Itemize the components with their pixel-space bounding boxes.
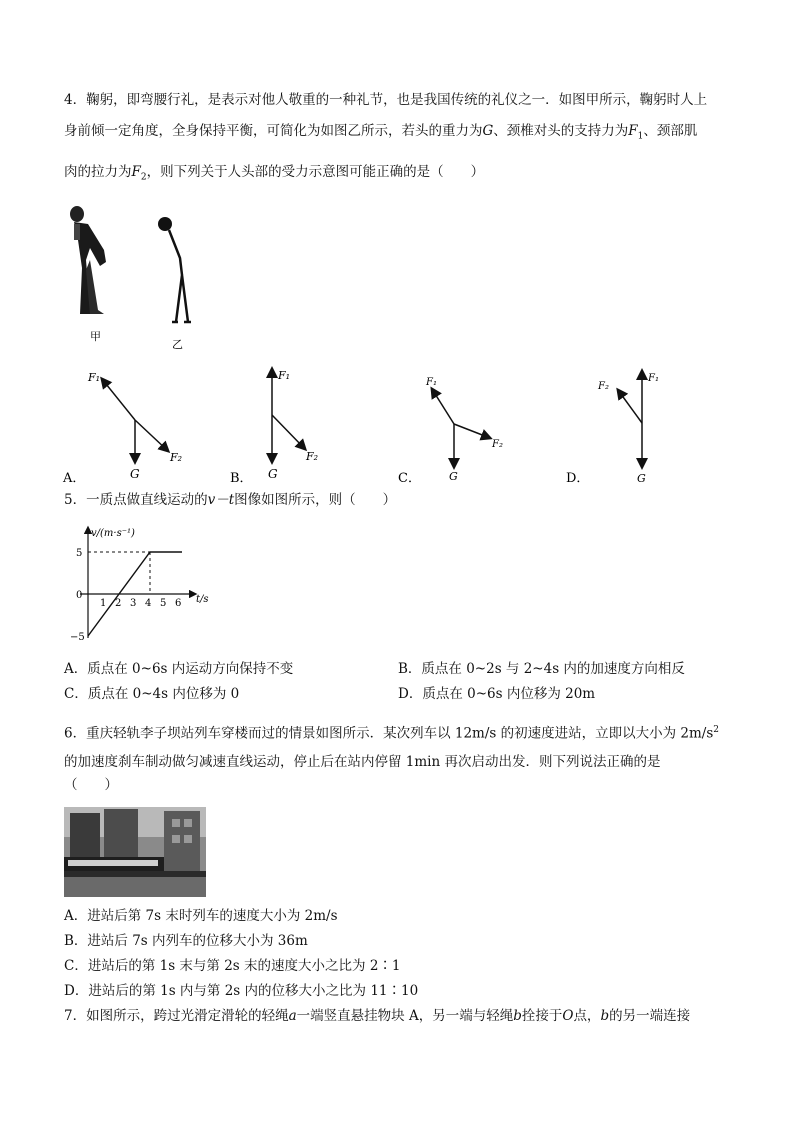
q5-vt-graph	[60, 520, 220, 645]
option-d-label[interactable]: D．	[566, 471, 590, 486]
q5-option-c[interactable]: C．质点在 0~4s 内位移为 0	[64, 686, 240, 702]
b-f2-label: F₂	[306, 450, 319, 463]
c-f2-label: F₂	[492, 439, 503, 450]
b-f1-label: F₁	[278, 369, 291, 382]
q7-stem-line1: 7．如图所示，跨过光滑定滑轮的轻绳a一端竖直悬挂物块 A，另一端与轻绳b拴接于O点，b的另一端连接	[64, 1008, 691, 1024]
option-d-diagram	[597, 371, 659, 485]
q4-force-diagrams	[60, 365, 740, 490]
x-tick-4: 4	[145, 598, 152, 609]
q6-option-b[interactable]: B．进站后 7s 内列车的位移大小为 36m	[64, 933, 308, 949]
x-tick-2: 2	[115, 598, 122, 609]
d-f1-label: F₁	[648, 373, 659, 384]
d-g-label: G	[637, 472, 646, 485]
q6-train-photo	[64, 807, 206, 897]
q6-stem-line2: 的加速度刹车制动做匀减速直线运动，停止后在站内停留 1min 再次启动出发．则下列说法正确的是	[64, 754, 661, 770]
q4-bowing-figure	[60, 200, 210, 360]
a-f1-label: F₁	[88, 371, 101, 384]
q6-stem-line1: 6．重庆轻轨李子坝站列车穿楼而过的情景如图所示．某次列车以 12m/s 的初速度进站，立即以大小为 $2m/s^2$	[64, 725, 720, 742]
a-f2-label: F₂	[170, 451, 183, 464]
option-a-label[interactable]: A．	[63, 471, 86, 486]
q5-option-d[interactable]: D．质点在 0~6s 内位移为 20m	[398, 686, 596, 702]
a-g-label: G	[130, 467, 140, 481]
y-tick-neg5: −5	[70, 632, 85, 643]
x-tick-1: 1	[100, 598, 107, 609]
y-tick-0: 0	[76, 590, 83, 601]
q4-stem-line2: 身前倾一定角度，全身保持平衡，可简化为如图乙所示，若头的重力为G、颈椎对头的支持力为$F_1$、颈部肌	[64, 123, 698, 142]
q6-option-a[interactable]: A．进站后第 7s 末时列车的速度大小为 2m/s	[64, 908, 338, 924]
c-g-label: G	[449, 470, 458, 483]
d-f2-label: F₂	[598, 381, 609, 392]
q5-stem: 5．一质点做直线运动的v－t图像如图所示，则（ ）	[64, 492, 397, 508]
q6-stem-line3: （ ）	[64, 777, 118, 793]
bowing-man-image	[70, 206, 106, 314]
b-g-label: G	[268, 467, 278, 481]
q6-option-d[interactable]: D．进站后的第 1s 内与第 2s 内的位移大小之比为 11∶10	[64, 983, 419, 999]
option-a-diagram	[87, 371, 182, 481]
t-axis-label: t/s	[196, 594, 209, 605]
option-b-diagram	[268, 369, 318, 481]
fig-label-yi: 乙	[172, 338, 183, 351]
x-tick-3: 3	[130, 598, 137, 609]
stick-figure	[158, 217, 191, 322]
option-c-diagram	[425, 377, 503, 483]
option-c-label[interactable]: C．	[398, 471, 421, 486]
v-axis-label: v/(m·s⁻¹)	[91, 528, 135, 539]
fig-label-jia: 甲	[90, 330, 101, 343]
q4-stem-line3: 肉的拉力为$F_2$，则下列关于人头部的受力示意图可能正确的是（ ）	[64, 164, 485, 183]
x-tick-5: 5	[160, 598, 167, 609]
q6-option-c[interactable]: C．进站后的第 1s 末与第 2s 末的速度大小之比为 2∶1	[64, 958, 401, 974]
c-f1-label: F₁	[426, 377, 437, 388]
q5-option-a[interactable]: A．质点在 0~6s 内运动方向保持不变	[64, 661, 294, 677]
option-b-label[interactable]: B．	[230, 471, 253, 486]
q5-option-b[interactable]: B．质点在 0~2s 与 2~4s 内的加速度方向相反	[398, 661, 685, 677]
x-tick-6: 6	[175, 598, 182, 609]
q4-stem-line1: 4．鞠躬，即弯腰行礼，是表示对他人敬重的一种礼节，也是我国传统的礼仪之一．如图甲所示，鞠躬时人上	[64, 92, 708, 108]
y-tick-5: 5	[76, 548, 83, 559]
